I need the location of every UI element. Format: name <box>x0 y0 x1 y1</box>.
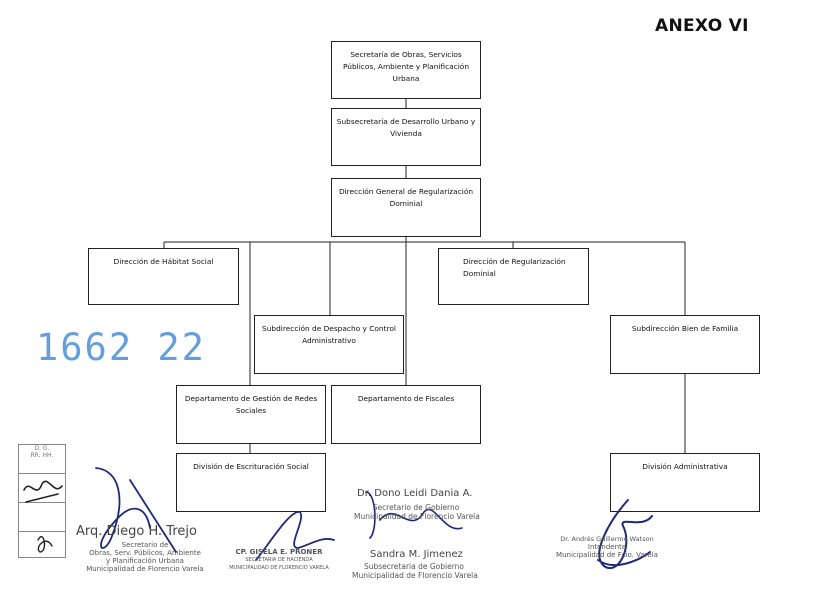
box-direccion-general-label: Dirección General de Regularización Dominial <box>338 187 474 208</box>
signature-trejo <box>96 468 176 552</box>
proner-name: CP. GISELA E. PRONER <box>235 548 323 556</box>
annex-title: ANEXO VI <box>655 16 749 36</box>
seal-line-2: RR. HH. <box>30 452 54 459</box>
trejo-role-3: y Planificación Urbana <box>106 557 184 565</box>
box-division-administrativa-label: División Administrativa <box>642 462 728 471</box>
davia-name: Dr. Dono Leidi Dania A. <box>357 488 473 499</box>
jimenez-role-2: Municipalidad de Florencio Varela <box>352 571 478 580</box>
box-depto-redes-label: Departamento de Gestión de Redes Sociales <box>184 394 318 415</box>
davia-role-2: Municipalidad de Florencio Varela <box>354 512 480 521</box>
watson-name: Dr. Andrés Guillermo Watson <box>560 535 654 543</box>
seal-line-1: D. G. <box>34 445 50 452</box>
trejo-name: Arq. Diego H. Trejo <box>76 524 197 539</box>
jimenez-role <box>352 562 476 580</box>
box-subdireccion-bien-familia-label: Subdirección Bien de Familia <box>631 324 739 333</box>
stamp-number: 1662 22 <box>36 326 206 369</box>
davia-role <box>354 503 478 521</box>
box-subdireccion-despacho-label: Subdirección de Despacho y Control Administrativo <box>262 324 396 345</box>
proner-role-1: SECRETARIA DE HACIENDA <box>245 557 313 563</box>
watson-block <box>552 535 662 559</box>
box-secretaria-label: Secretaría de Obras, Servicios Públicos, Ambiente y Planificación Urbana <box>342 50 470 83</box>
box-direccion-regularizacion-label: Dirección de Regularización Dominial <box>463 257 566 278</box>
signature-seal-box-mark-2 <box>38 537 52 552</box>
box-depto-fiscales-label: Departamento de Fiscales <box>357 394 455 403</box>
trejo-role-2: Obras, Serv. Públicos, Ambiente <box>89 549 201 557</box>
jimenez-role-1: Subsecretaria de Gobierno <box>363 562 465 571</box>
proner-role-2: MUNICIPALIDAD DE FLORENCIO VARELA <box>229 565 329 571</box>
davia-role-1: Secretario de Gobierno <box>372 503 460 512</box>
trejo-role <box>70 541 220 573</box>
jimenez-name: Sandra M. Jimenez <box>370 549 463 560</box>
proner-seal <box>224 548 334 572</box>
box-subsecretaria-label: Subsecretaría de Desarrollo Urbano y Vivienda <box>336 117 476 138</box>
signature-seal-box-mark <box>24 481 62 502</box>
box-division-escrituracion-label: División de Escrituración Social <box>193 462 309 471</box>
watson-role-1: Intendente <box>587 543 627 551</box>
trejo-role-4: Municipalidad de Florencio Varela <box>86 565 204 573</box>
box-direccion-habitat-label: Dirección de Hábitat Social <box>113 257 214 266</box>
watson-role-2: Municipalidad de Fcio. Varela <box>556 551 658 559</box>
trejo-role-1: Secretario de <box>121 541 169 549</box>
